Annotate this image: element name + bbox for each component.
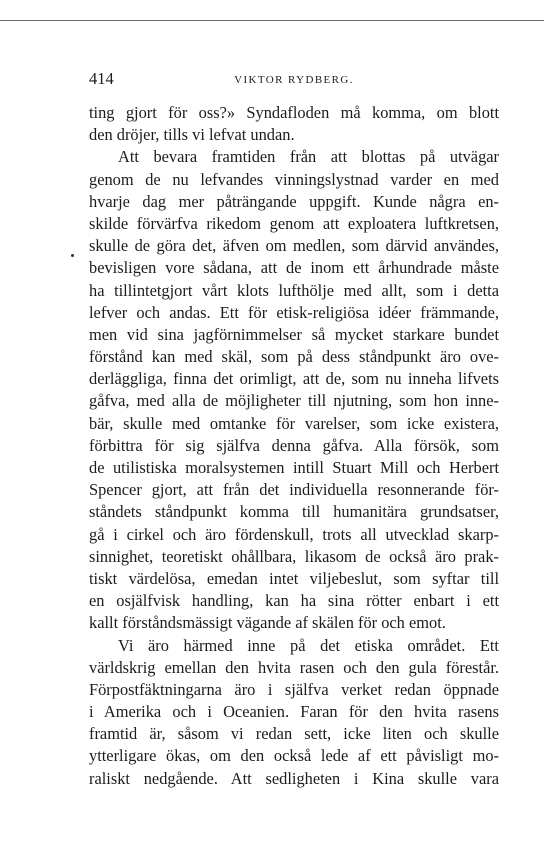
body-text <box>89 102 499 790</box>
text-line: Spencer gjort, att från det individuella resonnerande för- <box>89 480 499 500</box>
page-top-edge-rule <box>0 20 544 21</box>
text-line: Förpostfäktningarna äro i själfva verket redan öppnade <box>89 679 499 699</box>
running-head <box>89 68 499 90</box>
text-line: derläggliga, finna det orimligt, att de, som nu inneha lifvets <box>89 369 499 389</box>
text-line: men vid sina jagförnimmelser så mycket starkare bundet <box>89 324 499 344</box>
text-line: gåfva, med alla de möjligheter till njutning, som hon inne- <box>89 391 499 411</box>
text-line: skulle de göra det, äfven om medlen, som därvid användes, <box>89 236 499 256</box>
text-line: genom de nu lefvandes vinningslystnad varder en med <box>89 169 499 189</box>
text-line: skilde förvärfva rikedom genom att exploatera luftkretsen, <box>89 213 499 233</box>
text-line: raliskt nedgående. Att sedligheten i Kina skulle vara <box>89 768 499 788</box>
text-line: gå i cirkel och äro fördenskull, trots all utvecklad skarp- <box>89 524 499 544</box>
text-line: ytterligare ökas, om den också lede af ett påvisligt mo- <box>89 746 499 766</box>
text-line: ståndets ståndpunkt komma till humanitära grundsatser, <box>89 502 499 522</box>
text-line: ting gjort för oss?» Syndafloden må komma, om blott <box>89 103 499 122</box>
text-line: världskrig emellan den hvita rasen och den gula förestår. <box>89 657 499 677</box>
margin-ink-speck <box>71 254 74 257</box>
text-line: Att bevara framtiden från att blottas på utvägar <box>118 147 499 167</box>
text-line: hvarje dag mer påträngande uppgift. Kunde några en- <box>89 191 499 211</box>
text-line: Vi äro härmed inne på det etiska området. Ett <box>118 635 499 655</box>
text-line: tiskt värdelösa, emedan intet viljebeslut, som syftar till <box>89 568 499 588</box>
text-line: framtid är, såsom vi redan sett, icke liten och skulle <box>89 724 499 744</box>
text-line: den dröjer, tills vi lefvat undan. <box>89 125 295 145</box>
text-line: lefver och andas. Ett för etisk-religiösa idéer främmande, <box>89 302 499 322</box>
page-number: 414 <box>89 69 114 88</box>
text-line: bevisligen vore sådana, att de inom ett århundrade måste <box>89 258 499 278</box>
text-line: bär, skulle med omtanke för varelser, som icke existera, <box>89 413 499 433</box>
text-line: en osjälfvisk handling, kan ha sina rötter enbart i ett <box>89 591 499 611</box>
text-line: förstånd kan med skäl, som på dess ståndpunkt äro ove- <box>89 347 499 367</box>
text-line: förbittra för sig själfva denna gåfva. Alla försök, som <box>89 435 499 455</box>
running-head-author: VIKTOR RYDBERG. <box>234 74 354 86</box>
text-line: de utilistiska moralsystemen intill Stuart Mill och Herbert <box>89 458 499 477</box>
text-line: i Amerika och i Oceanien. Faran för den hvita rasens <box>89 702 499 722</box>
text-line: kallt förståndsmässigt vägande af skälen för och emot. <box>89 613 446 633</box>
text-line: ha tillintetgjort vårt klots lufthölje med allt, som i detta <box>89 280 499 300</box>
text-line: sinnighet, teoretiskt ohållbara, likasom de också äro prak- <box>89 546 499 566</box>
